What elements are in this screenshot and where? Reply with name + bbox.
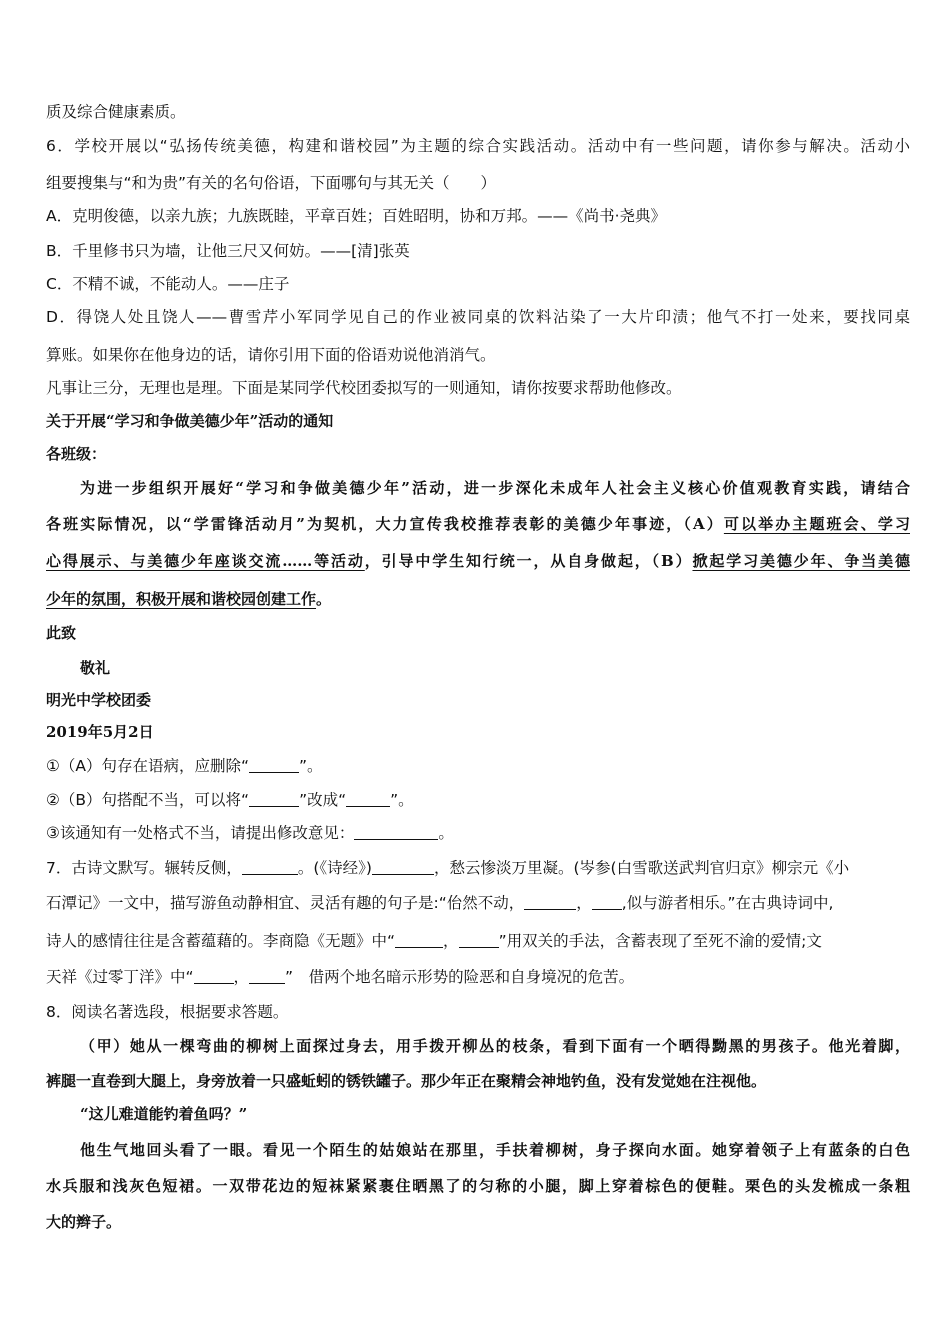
question-text: ， bbox=[443, 932, 459, 950]
notice-title: 关于开展“学习和争做美德少年”活动的通知 bbox=[46, 412, 334, 430]
underlined-sentence-a: 心得展示、与美德少年座谈交流……等活动 bbox=[46, 552, 365, 570]
answer-blank bbox=[194, 967, 234, 984]
q7-line2 bbox=[46, 892, 910, 914]
answer-blank bbox=[395, 931, 443, 948]
text-line: 凡事让三分，无理也是理。下面是某同学代校团委拟写的一则通知，请你按要求帮助他修改。 bbox=[46, 379, 682, 397]
answer-blank bbox=[346, 790, 390, 807]
q6-option-b: B．千里修书只为墙，让他三尺又何妨。——[清]张英 bbox=[46, 242, 410, 260]
question-text: ” 借两个地名暗示形势的险恶和自身境况的危苦。 bbox=[285, 968, 635, 986]
q6-option-d-line1: D．得饶人处且饶人——曹雪芹小军同学见自己的作业被同桌的饮料沾染了一大片印渍；他气不打一处来，要找同桌 bbox=[46, 308, 910, 326]
q7-line4 bbox=[46, 966, 910, 988]
q6-option-c: C．不精不诚，不能动人。——庄子 bbox=[46, 275, 290, 293]
answer-blank bbox=[459, 931, 499, 948]
question-text: ”。 bbox=[299, 757, 323, 775]
question-text: 7．古诗文默写。辗转反侧， bbox=[46, 859, 242, 877]
question-text: ,似与游者相乐。”在古典诗词中, bbox=[621, 894, 834, 912]
q6-stem-line1: 6．学校开展以“弘扬传统美德，构建和谐校园”为主题的综合实践活动。活动中有一些问题，请你参与解决。活动小 bbox=[46, 137, 910, 155]
notice-paragraph-line: 为进一步组织开展好“学习和争做美德少年”活动，进一步深化未成年人社会主义核心价值观教育实践，请结合 bbox=[80, 479, 910, 497]
question-text: ， bbox=[576, 894, 592, 912]
sub-question-3 bbox=[46, 822, 910, 844]
answer-blank bbox=[249, 756, 299, 773]
question-text: ，愁云惨淡万里凝。(岑参(白雪歌送武判官归京》柳宗元《小 bbox=[433, 859, 850, 877]
notice-date: 2019年5月2日 bbox=[46, 723, 154, 741]
underlined-sentence-b: 少年的氛围，积极开展和谐校园创建工作 bbox=[46, 590, 317, 608]
question-text: ”。 bbox=[390, 791, 414, 809]
notice-text: ，引导中学生知行统一，从自身做起，（B） bbox=[364, 552, 693, 570]
answer-blank bbox=[524, 893, 576, 910]
notice-text: 。 bbox=[316, 590, 332, 608]
underlined-sentence-b: 掀起学习美德少年、争当美德 bbox=[692, 552, 910, 570]
sub-question-2 bbox=[46, 789, 910, 811]
question-text: ”改成“ bbox=[299, 791, 347, 809]
q8-passage-line: 水兵服和浅灰色短裙。一双带花边的短袜紧紧裹住晒黑了的匀称的小腿，脚上穿着棕色的便鞋。栗色的头发梳成一条粗 bbox=[46, 1177, 910, 1195]
q8-stem: 8．阅读名著选段，根据要求答题。 bbox=[46, 1003, 289, 1021]
answer-blank bbox=[249, 967, 285, 984]
notice-jingli: 敬礼 bbox=[80, 659, 111, 677]
question-text: ③该通知有一处格式不当，请提出修改意见： bbox=[46, 824, 355, 842]
q8-passage-line: （甲）她从一棵弯曲的柳树上面探过身去，用手拨开柳丛的枝条，看到下面有一个晒得黝黑的男孩子。他光着脚， bbox=[80, 1037, 910, 1055]
question-text: 天祥《过零丁洋》中“ bbox=[46, 968, 194, 986]
q6-option-a: A．克明俊德，以亲九族；九族既睦，平章百姓；百姓昭明，协和万邦。——《尚书·尧典》 bbox=[46, 207, 667, 225]
sub-question-1 bbox=[46, 755, 910, 777]
notice-paragraph-line bbox=[46, 513, 910, 535]
q8-passage-line: 他生气地回头看了一眼。看见一个陌生的姑娘站在那里，手扶着柳树，身子探向水面。她穿着领子上有蓝条的白色 bbox=[80, 1141, 910, 1159]
question-text: ①（A）句存在语病，应删除“ bbox=[46, 757, 250, 775]
q6-stem-line2: 组要搜集与“和为贵”有关的名句俗语，下面哪句与其无关（ ） bbox=[46, 174, 497, 192]
question-text: ②（B）句搭配不当，可以将“ bbox=[46, 791, 250, 809]
notice-signer: 明光中学校团委 bbox=[46, 691, 152, 709]
q7-line3 bbox=[46, 930, 910, 952]
answer-blank bbox=[354, 823, 438, 840]
question-text: ， bbox=[233, 968, 250, 986]
text-line: 质及综合健康素质。 bbox=[46, 103, 186, 121]
q8-passage-line: 大的辫子。 bbox=[46, 1213, 122, 1231]
question-text: ”用双关的手法，含蓄表现了至死不渝的爱情;文 bbox=[498, 932, 822, 950]
notice-salutation: 各班级： bbox=[46, 445, 107, 463]
answer-blank bbox=[592, 893, 622, 910]
notice-paragraph-line bbox=[46, 588, 910, 610]
question-text: 。 bbox=[438, 824, 454, 842]
question-text: 。(《诗经》) bbox=[297, 859, 372, 877]
notice-paragraph-line bbox=[46, 550, 910, 572]
answer-blank bbox=[372, 858, 434, 875]
notice-text: 各班实际情况，以“学雷锋活动月”为契机，大力宣传我校推荐表彰的美德少年事迹，（A） bbox=[46, 515, 724, 533]
question-text: 诗人的感情往往是含蓄蕴藉的。李商隐《无题》中“ bbox=[46, 932, 396, 950]
q7-line1 bbox=[46, 857, 910, 879]
q8-passage-line: “这儿难道能钓着鱼吗？” bbox=[80, 1105, 248, 1123]
answer-blank bbox=[249, 790, 299, 807]
answer-blank bbox=[242, 858, 298, 875]
q8-passage-line: 裤腿一直卷到大腿上，身旁放着一只盛蚯蚓的锈铁罐子。那少年正在聚精会神地钓鱼，没有发觉她在注视他。 bbox=[46, 1072, 767, 1090]
question-text: 石潭记》一文中，描写游鱼动静相宜、灵活有趣的句子是:“佁然不动， bbox=[46, 894, 525, 912]
q6-option-d-line2: 算账。如果你在他身边的话，请你引用下面的俗语劝说他消消气。 bbox=[46, 346, 496, 364]
notice-cizhi: 此致 bbox=[46, 624, 77, 642]
underlined-sentence-a: 可以举办主题班会、学习 bbox=[723, 515, 910, 533]
